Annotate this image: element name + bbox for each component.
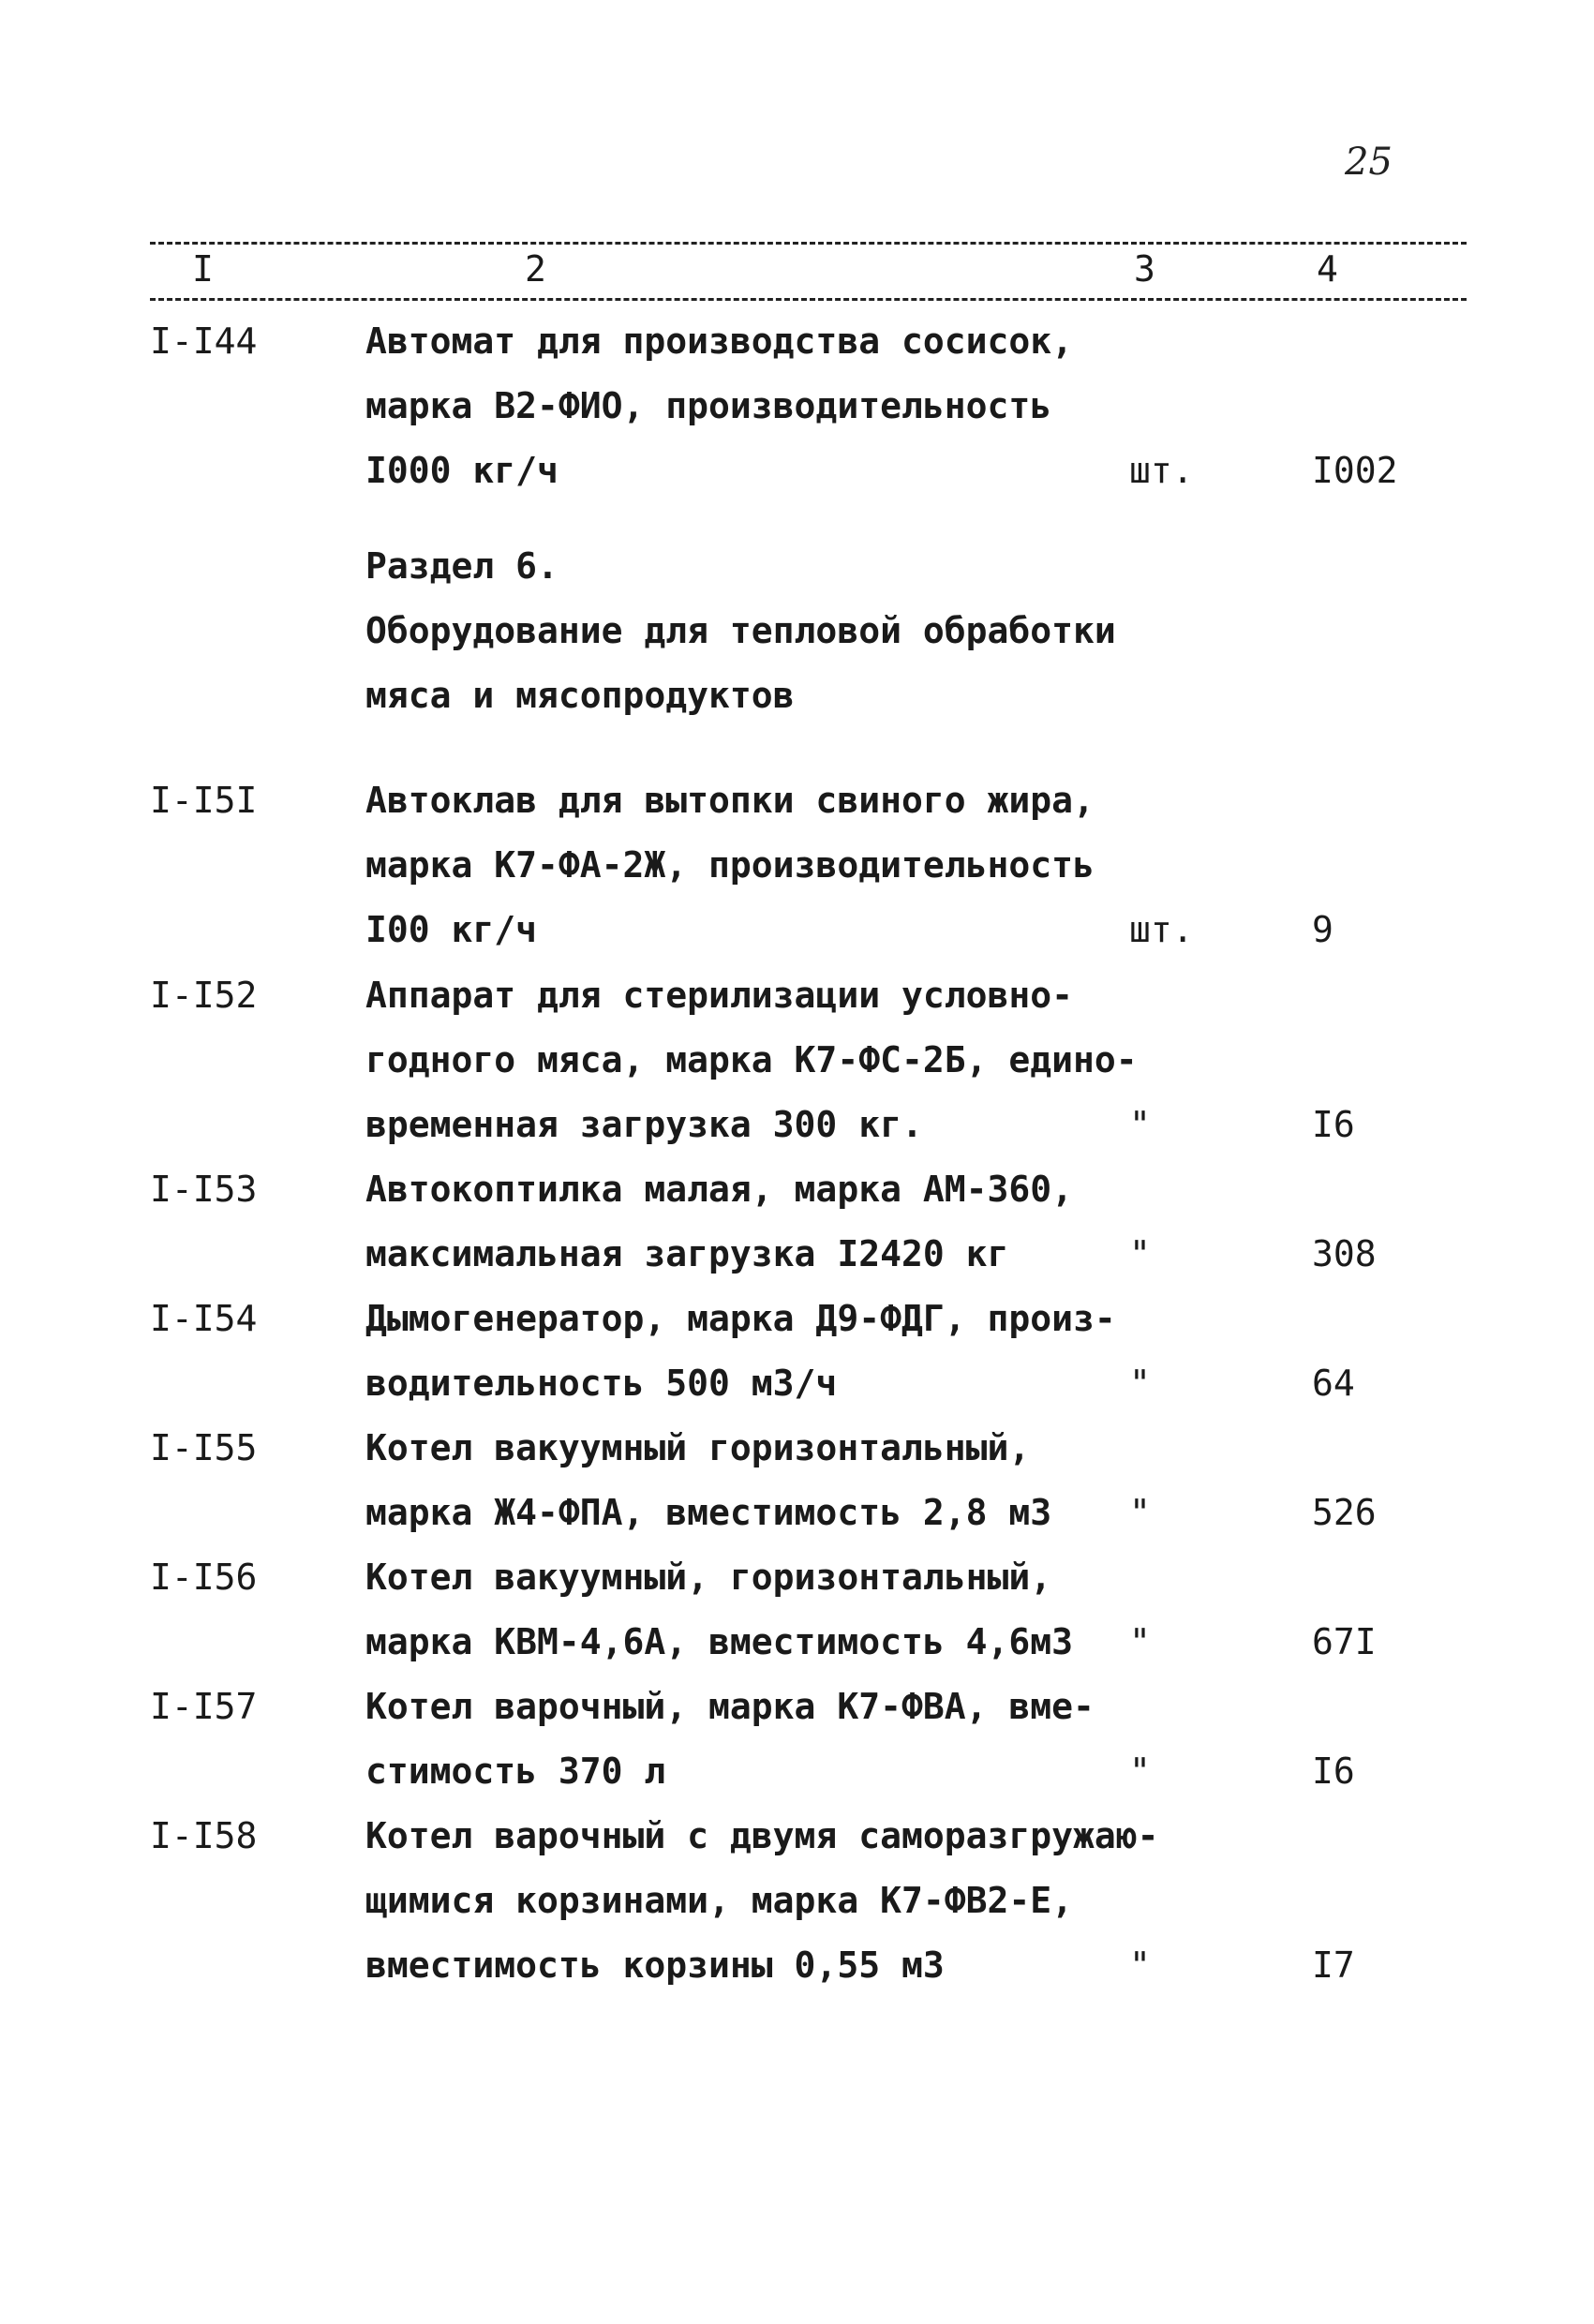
description-line: Котел варочный, марка К7-ФВА, вме-	[365, 1686, 1095, 1727]
item-description	[365, 1157, 1073, 1287]
description-line: годного мяса, марка К7-ФС-2Б, едино-	[365, 1039, 1138, 1080]
item-code: I-I58	[150, 1815, 258, 1856]
item-unit: "	[1129, 1104, 1151, 1145]
description-line: I000 кг/ч	[365, 450, 559, 491]
header-top-rule	[150, 242, 1467, 245]
item-description	[365, 1287, 1116, 1416]
page-number: 25	[1345, 141, 1393, 184]
item-code: I-I57	[150, 1686, 258, 1727]
item-qty: I002	[1312, 450, 1398, 491]
item-description	[365, 1416, 1051, 1545]
description-line: вместимость корзины 0,55 м3	[365, 1944, 945, 1986]
item-qty: 526	[1312, 1492, 1377, 1533]
header-col3: 3	[1134, 248, 1155, 290]
item-qty: I6	[1312, 1104, 1355, 1145]
section-line: Раздел 6.	[365, 545, 559, 587]
description-line: стимость 370 л	[365, 1750, 666, 1792]
description-line: Автоклав для вытопки свиного жира,	[365, 780, 1095, 821]
item-qty: I7	[1312, 1944, 1355, 1986]
item-unit: шт.	[1129, 909, 1194, 950]
header-col1: I	[192, 248, 214, 290]
item-description	[365, 1804, 1158, 1998]
item-code: I-I55	[150, 1427, 258, 1468]
description-line: Аппарат для стерилизации условно-	[365, 975, 1073, 1016]
description-line: марка К7-ФА-2Ж, производительность	[365, 844, 1095, 886]
item-qty: 67I	[1312, 1621, 1377, 1662]
description-line: I00 кг/ч	[365, 909, 538, 950]
description-line: водительность 500 м3/ч	[365, 1363, 838, 1404]
description-line: щимися корзинами, марка К7-ФВ2-Е,	[365, 1880, 1073, 1921]
item-description	[365, 1675, 1095, 1804]
description-line: максимальная загрузка I2420 кг	[365, 1233, 1009, 1274]
section-line: Оборудование для тепловой обработки	[365, 610, 1116, 651]
description-line: марка Ж4-ФПА, вместимость 2,8 м3	[365, 1492, 1052, 1533]
item-description	[365, 1545, 1073, 1675]
item-code: I-I56	[150, 1557, 258, 1598]
header-bottom-rule	[150, 298, 1467, 301]
item-code: I-I53	[150, 1169, 258, 1210]
description-line: Дымогенератор, марка Д9-ФДГ, произ-	[365, 1298, 1116, 1339]
description-line: марка В2-ФИО, производительность	[365, 385, 1052, 426]
item-qty: 64	[1312, 1363, 1355, 1404]
description-line: временная загрузка 300 кг.	[365, 1104, 923, 1145]
item-code: I-I44	[150, 320, 258, 362]
item-unit: "	[1129, 1233, 1151, 1274]
item-unit: "	[1129, 1621, 1151, 1662]
description-line: Котел вакуумный, горизонтальный,	[365, 1557, 1052, 1598]
header-col2: 2	[525, 248, 546, 290]
item-description	[365, 768, 1095, 962]
description-line: марка КВМ-4,6А, вместимость 4,6м3	[365, 1621, 1073, 1662]
item-unit: "	[1129, 1492, 1151, 1533]
description-line: Автомат для производства сосисок,	[365, 320, 1073, 362]
description-line: Котел варочный с двумя саморазгружаю-	[365, 1815, 1159, 1856]
item-description	[365, 309, 1073, 503]
item-qty: 9	[1312, 909, 1333, 950]
item-unit: "	[1129, 1750, 1151, 1792]
item-unit: "	[1129, 1363, 1151, 1404]
item-unit: "	[1129, 1944, 1151, 1986]
item-unit: шт.	[1129, 450, 1194, 491]
header-col4: 4	[1317, 248, 1338, 290]
item-qty: I6	[1312, 1750, 1355, 1792]
description-line: Автокоптилка малая, марка АМ-360,	[365, 1169, 1073, 1210]
section-line: мяса и мясопродуктов	[365, 675, 795, 716]
item-code: I-I5I	[150, 780, 258, 821]
section-title	[365, 534, 1116, 728]
item-code: I-I52	[150, 975, 258, 1016]
description-line: Котел вакуумный горизонтальный,	[365, 1427, 1031, 1468]
item-description	[365, 963, 1138, 1157]
item-code: I-I54	[150, 1298, 258, 1339]
item-qty: 308	[1312, 1233, 1377, 1274]
